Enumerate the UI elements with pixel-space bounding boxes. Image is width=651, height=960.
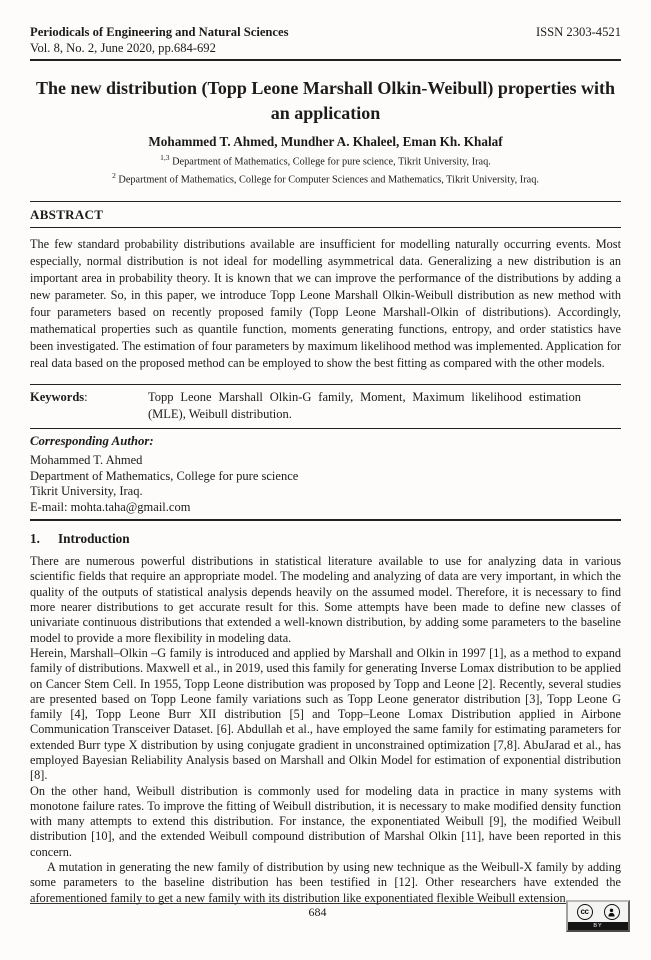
affiliations	[30, 151, 621, 187]
cc-logo-icon: cc	[577, 904, 593, 920]
affiliation-2-superscript: 2	[112, 170, 116, 180]
abstract-section	[30, 201, 621, 372]
authors: Mohammed T. Ahmed, Mundher A. Khaleel, Eman Kh. Khalaf	[148, 134, 503, 149]
affiliation-2-text: Department of Mathematics, College for Computer Sciences and Mathematics, Tikrit University, Iraq.	[115, 174, 539, 186]
keywords-label	[30, 389, 148, 422]
keywords-label-text: Keywords	[30, 390, 85, 405]
abstract-heading: ABSTRACT	[30, 206, 104, 222]
paper-title: The new distribution (Topp Leone Marshall Olkin-Weibull) properties with an application	[35, 78, 616, 123]
journal-name: Periodicals of Engineering and Natural Sciences	[30, 25, 289, 39]
cc-by-label: BY	[568, 922, 628, 930]
introduction-paragraph-4: A mutation in generating the new family of distribution by using new technique as the Weibull-X family by adding some parameters to the baseline distribution has been testified in [12]. Other researchers have extended the aforementioned family to get a new family with its distribution like exponentiated flexible Weibull extension	[30, 860, 621, 905]
footer-rule	[30, 903, 605, 904]
introduction-paragraph-2: Herein, Marshall–Olkin –G family is introduced and applied by Marshall and Olkin in 1997 [1], as a method to expand family of distributions. Maxwell et al., in 2019, used this family for generating Inverse Lomax distribution to be applied on Cancer Stem Cell. In 1955, Topp Leone distribution was proposed by Topp and Leone [2]. Recently, several studies are presented based on Topp Leone family variations such as Topp Leone generator distribution [3], Topp Leone G family [4], Topp Leone Burr XII distribution [5] and Topp–Leone Lomax Distribution applied in Airbone Communication Transceiver Dataset. [6]. Abdullah et al., have employed the same family for estimating parameters for extended Burr type X distribution by using conjugate gradient in unconstrained optimization [7,8]. AbuJarad et al., has employed Bayesian Reliability Analysis based on Marshall and Olkin Model for estimation of exponential distribution [8].	[30, 645, 621, 783]
corresponding-author-department: Department of Mathematics, College for pure science	[30, 468, 299, 483]
introduction-paragraph-1: There are numerous powerful distributions in statistical literature available to use for analyzing data in various scientific fields that require an appropriate model. The modeling and analyzing of data are very important, in which the quality of the outputs of statistical analysis depends heavily on the assumed model. Therefore, it is necessary to find more nearer distributions to get accurate result for this. Some attempts have been made to define new classes of univariate continuous distributions that extended a well-known distribution, by adding some parameters to the baseline model to provide a more flexibility in modeling data.	[30, 554, 621, 645]
keywords-text: Topp Leone Marshall Olkin-G family, Moment, Maximum likelihood estimation (MLE), Weibull distribution.	[148, 390, 581, 421]
affiliation-1-superscript: 1,3	[160, 153, 170, 162]
corresponding-author-university: Tikrit University, Iraq.	[30, 484, 143, 499]
abstract-text: The few standard probability distributions available are insufficient for modelling naturally occurring events. Most especially, normal distribution is not ideal for modelling asymmetrical data. Generalizing a new distribution is an important area in probability theory. It is known that we can improve the performance of the distributions by adding a new parameter. So, in this paper, we introduce Topp Leone Marshall Olkin-Weibull distribution as new method with four parameters based on recently proposed family (Topp Leone Marshall-Olkin of distributions). Accordingly, mathematical properties such as quantile function, moments generating functions, entropy, and order statistics have been investigated. The estimation of four parameters by maximum likelihood method was implemented. Application for real data based on the proposed method can be employed to show the best fitting as compared with the other models.	[30, 236, 621, 370]
volume-line: Vol. 8, No. 2, June 2020, pp.684-692	[30, 41, 216, 55]
cc-by-license-badge	[566, 900, 630, 932]
introduction-heading	[30, 530, 621, 547]
issn: ISSN 2303-4521	[535, 25, 621, 39]
corresponding-author-name: Mohammed T. Ahmed	[30, 453, 143, 468]
section-title: Introduction	[58, 531, 130, 547]
corresponding-author-lines	[30, 453, 621, 515]
keywords-section	[30, 384, 621, 429]
affiliation-2	[30, 169, 621, 187]
corresponding-author-section	[30, 429, 621, 521]
introduction-paragraph-3: On the other hand, Weibull distribution is commonly used for modeling data in practice in many systems with monotone failure rates. To improve the fitting of Weibull distribution, it is necessary to make modified density function with many attempts to extend this distribution. For instance, the exponentiated Weibull [9], the modified Weibull distribution [10], and the extended Weibull compound distribution of Marshal Olkin [11], have been reported in this concern.	[30, 783, 621, 859]
journal-header	[30, 24, 621, 61]
corresponding-author-heading: Corresponding Author:	[30, 434, 154, 449]
page-number: 684	[308, 905, 327, 919]
keywords-separator: :	[84, 390, 88, 405]
section-number: 1.	[30, 531, 40, 547]
corresponding-author-email: E-mail: mohta.taha@gmail.com	[30, 499, 191, 514]
affiliation-1	[30, 151, 621, 169]
abstract-rule-mid	[30, 227, 621, 228]
cc-person-icon	[604, 904, 620, 920]
affiliation-1-text: Department of Mathematics, College for pure science, Tikrit University, Iraq.	[169, 156, 491, 168]
